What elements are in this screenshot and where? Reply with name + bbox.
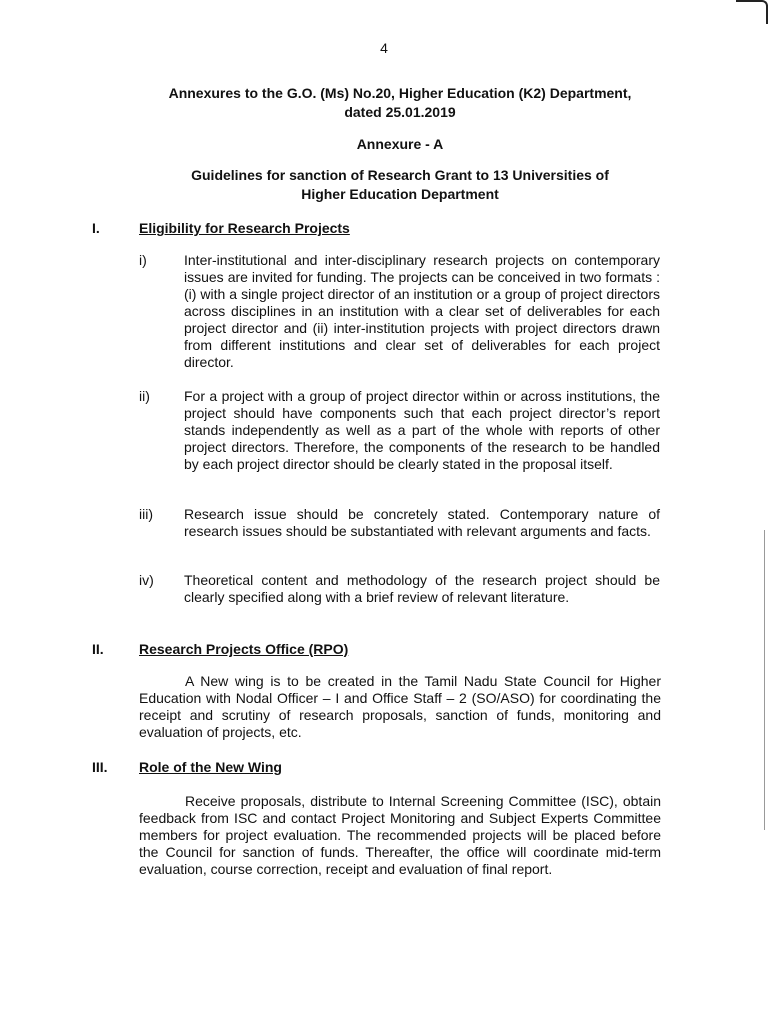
section-3-title: Role of the New Wing: [139, 759, 282, 775]
section-3-paragraph: Receive proposals, distribute to Internal Screening Committee (ISC), obtain feedback from ISC and contact Project Monitoring and Subject Experts Committee members for project evaluation. The recommended projects will be placed before the Council for sanction of funds. Thereafter, the office will coordinate mid-term evaluation, course correction, receipt and evaluation of final report.: [139, 793, 661, 877]
page-corner-mark: [736, 0, 768, 24]
item-1-text: Inter-institutional and inter-disciplinary research projects on contemporary issues are invited for funding. The projects can be conceived in two formats : (i) with a single project director of an institution or a group of project directors across disciplines in an institution with a clear set of deliverables for each project director and (ii) inter-institution projects with project directors drawn from different institutions and clear set of deliverables for each project director.: [184, 252, 660, 370]
page-edge-line: [764, 530, 765, 830]
section-2-number: II.: [92, 641, 104, 657]
item-3-text: Research issue should be concretely stated. Contemporary nature of research issues should be substantiated with relevant arguments and facts.: [184, 506, 660, 539]
subtitle-line-1: Guidelines for sanction of Research Grant to 13 Universities of: [191, 167, 609, 183]
subtitle-line-2: Higher Education Department: [301, 186, 499, 202]
item-3-marker: iii): [139, 506, 153, 522]
item-2-marker: ii): [139, 388, 150, 404]
section-2-paragraph: A New wing is to be created in the Tamil Nadu State Council for Higher Education with Nodal Officer – I and Office Staff – 2 (SO/ASO) for coordinating the receipt and scrutiny of research proposals, sanction of funds, monitoring and evaluation of projects, etc.: [139, 673, 661, 740]
section-3-number: III.: [92, 759, 108, 775]
guidelines-subtitle: [100, 166, 700, 204]
item-2-text: For a project with a group of project director within or across institutions, the project should have components such that each project director’s report stands independently as well as a part of the whole with reports of other project directors. Therefore, the components of the research to be handled by each project director should be clearly stated in the proposal itself.: [184, 388, 660, 472]
document-title: [100, 84, 700, 122]
title-line-1: Annexures to the G.O. (Ms) No.20, Higher Education (K2) Department,: [168, 85, 632, 101]
section-1-number: I.: [92, 220, 100, 236]
item-4-marker: iv): [139, 572, 154, 588]
annexure-heading: Annexure - A: [356, 136, 444, 152]
section-2-title: Research Projects Office (RPO): [139, 641, 349, 657]
item-4-text: Theoretical content and methodology of the research project should be clearly specified along with a brief review of relevant literature.: [184, 572, 660, 605]
item-1-marker: i): [139, 252, 147, 268]
page-number: 4: [380, 40, 388, 56]
title-line-2: dated 25.01.2019: [344, 104, 456, 120]
section-1-title: Eligibility for Research Projects: [139, 220, 350, 236]
